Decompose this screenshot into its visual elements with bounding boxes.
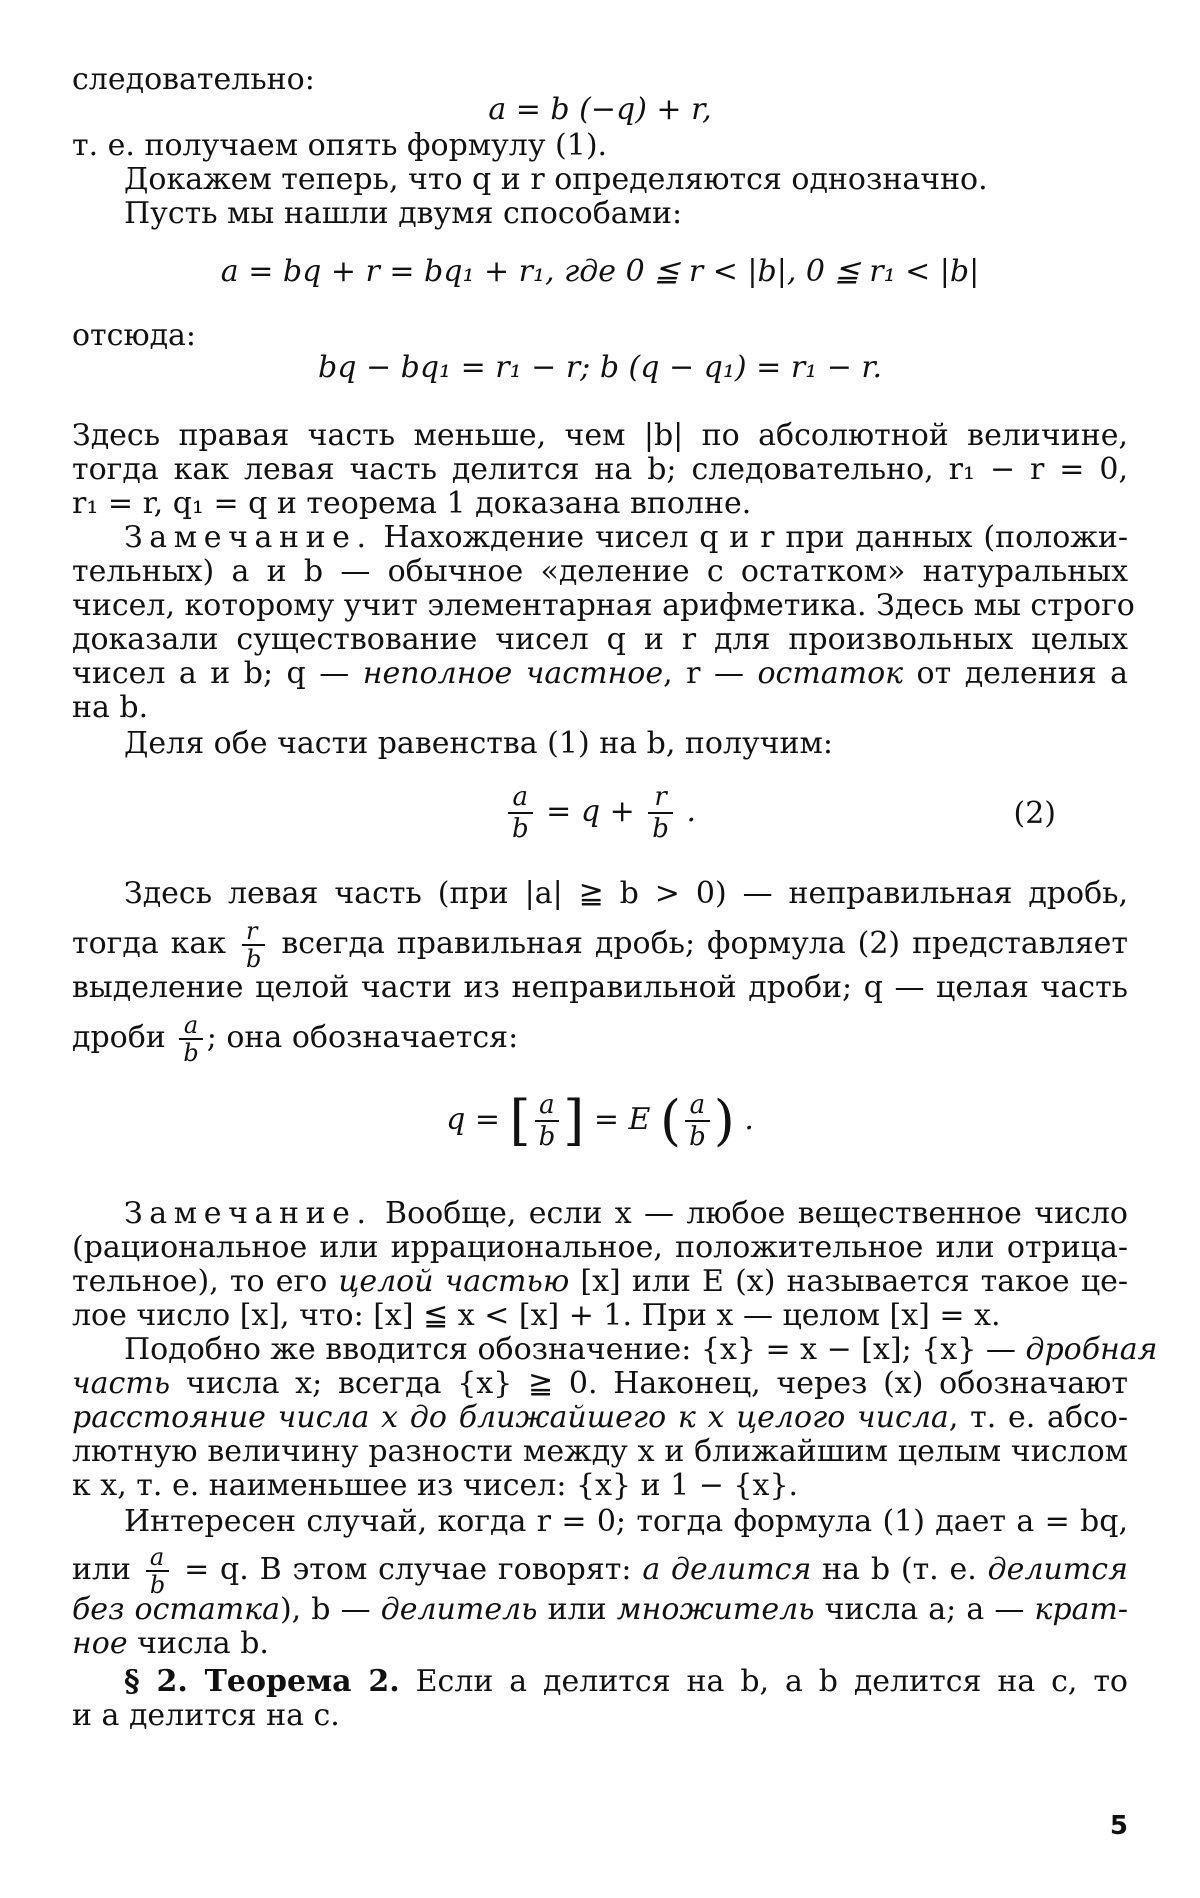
formula-text: . <box>734 1102 754 1137</box>
text-span: чисел a и b; q — <box>72 656 363 691</box>
text-line: Пусть мы нашли двумя способами: <box>124 196 683 231</box>
text-line <box>124 520 1128 556</box>
text-span: = q. В этом случае говорят: <box>173 1552 643 1587</box>
theorem-heading: § 2. Теорема 2. <box>124 1664 400 1699</box>
term-without-remainder: без остатка <box>72 1592 280 1627</box>
term-remainder: остаток <box>757 656 904 691</box>
numerator: a <box>508 782 533 814</box>
text-span: тельное), то его <box>72 1264 339 1299</box>
fraction <box>535 1090 560 1152</box>
formula-line: a = b (−q) + r, <box>488 92 712 127</box>
text-line: к x, т. е. наименьшее из чисел: {x} и 1 − {x}. <box>72 1468 799 1503</box>
denominator: b <box>149 1571 166 1599</box>
term-fractional: дробная <box>1025 1332 1158 1367</box>
term-factor: множитель <box>616 1592 815 1627</box>
text-line <box>72 1626 1128 1662</box>
text-line <box>72 1366 1128 1402</box>
text-span: всегда правильная дробь; формула (2) представляет <box>281 926 1128 961</box>
formula-text: q = <box>446 1102 510 1137</box>
text-span: числа b. <box>127 1626 269 1661</box>
fraction <box>685 1090 710 1152</box>
text-span: ), b — <box>279 1592 381 1627</box>
denominator: b <box>511 814 529 844</box>
denominator: b <box>652 814 669 844</box>
text-span: Подобно же вводится обозначение: {x} = x − [x]; {x} — <box>124 1332 1026 1367</box>
text-span: , r — <box>663 656 758 691</box>
bracket: [ <box>509 1089 531 1152</box>
bracket: ] <box>563 1089 585 1152</box>
text-line: доказали существование чисел q и r для произвольных целых <box>72 622 1128 657</box>
term-divisor: делитель <box>380 1592 538 1627</box>
formula-text: = q + <box>536 794 645 829</box>
fraction <box>508 782 533 844</box>
text-line: лютную величину разности между x и ближайшим целым числом <box>72 1434 1128 1469</box>
text-span: тогда как <box>72 926 227 961</box>
denominator: b <box>689 1122 706 1152</box>
formula-2 <box>72 782 1128 844</box>
text-line: следовательно: <box>72 62 315 97</box>
text-line: чисел, которому учит элементарная арифметика. Здесь мы строго <box>72 588 1135 623</box>
text-line <box>72 918 1128 972</box>
text-line: выделение целой части из неправильной дроби; q — целая часть <box>72 970 1128 1005</box>
denominator: b <box>183 1039 199 1067</box>
text-span: ; она обозначается: <box>206 1020 519 1055</box>
remark-label: Замечание. <box>124 1196 373 1231</box>
fraction <box>242 918 265 972</box>
numerator: a <box>535 1090 560 1122</box>
formula-line: bq − bq₁ = r₁ − r; b (q − q₁) = r₁ − r. <box>318 350 882 385</box>
text-line: Докажем теперь, что q и r определяются однозначно. <box>124 162 988 197</box>
term-incomplete-quotient: неполное частное <box>362 656 664 691</box>
formula-floor <box>72 1090 1128 1152</box>
text-line <box>72 1012 1128 1066</box>
numerator: r <box>648 782 673 814</box>
text-line: r₁ = r, q₁ = q и теорема 1 доказана вполне. <box>72 486 752 521</box>
text-line: Здесь правая часть меньше, чем |b| по абсолютной величине, <box>72 418 1128 453</box>
text-line: Здесь левая часть (при |a| ≧ b > 0) — неправильная дробь, <box>124 876 1128 911</box>
term-divisible: делится <box>987 1552 1128 1587</box>
text-span: от деления a <box>903 656 1129 691</box>
text-line: отсюда: <box>72 318 197 353</box>
formula-text: . <box>676 794 696 829</box>
text-line: тогда как левая часть делится на b; следовательно, r₁ − r = 0, <box>72 452 1128 487</box>
text-line: т. е. получаем опять формулу (1). <box>72 128 608 163</box>
text-line: Интересен случай, когда r = 0; тогда формула (1) дает a = bq, <box>124 1504 1128 1539</box>
text-line <box>72 656 1128 692</box>
denominator: b <box>246 945 262 973</box>
text-span: на b (т. е. <box>811 1552 988 1587</box>
text-span: числа a; a — <box>814 1592 1035 1627</box>
term-distance: расстояние числа x до ближайшего к x целого числа <box>72 1400 949 1435</box>
text-line: лое число [x], что: [x] ≦ x < [x] + 1. При x — целом [x] = x. <box>72 1298 1001 1333</box>
fraction <box>179 1012 202 1066</box>
text-line: (рациональное или иррациональное, положительное или отрица- <box>72 1230 1128 1265</box>
term-multiple: ное <box>72 1626 128 1661</box>
text-line <box>72 1264 1128 1300</box>
text-line <box>72 1592 1128 1628</box>
equation-number: (2) <box>1013 796 1056 831</box>
page-number: 5 <box>1109 1811 1128 1841</box>
fraction <box>648 782 673 844</box>
text-line <box>72 1544 1128 1598</box>
text-span: Нахождение чисел q и r при данных (положи- <box>372 520 1128 555</box>
formula-line: a = bq + r = bq₁ + r₁, где 0 ≦ r < |b|, 0 ≦ r₁ < |b| <box>220 254 980 289</box>
paren: ) <box>713 1089 735 1152</box>
text-line: и a делится на c. <box>72 1698 340 1733</box>
fraction <box>146 1544 169 1598</box>
numerator: a <box>146 1544 169 1572</box>
text-line: на b. <box>72 690 149 725</box>
formula-text: = E <box>584 1102 660 1137</box>
paren: ( <box>660 1089 682 1152</box>
text-line: Деля обе части равенства (1) на b, получим: <box>124 726 833 761</box>
remark-label: Замечание. <box>124 520 373 555</box>
term-part: часть <box>72 1366 171 1401</box>
text-span: или <box>72 1552 132 1587</box>
text-span: или <box>537 1592 617 1627</box>
text-span: дроби <box>72 1020 166 1055</box>
denominator: b <box>538 1122 556 1152</box>
text-span: , т. е. абсо- <box>948 1400 1128 1435</box>
term-integer-part: целой частью <box>338 1264 570 1299</box>
numerator: a <box>685 1090 710 1122</box>
text-line: тельных) a и b — обычное «деление с остатком» натуральных <box>72 554 1128 589</box>
text-span: Вообще, если x — любое вещественное число <box>372 1196 1128 1231</box>
numerator: r <box>242 918 265 946</box>
text-span: числа x; всегда {x} ≧ 0. Наконец, через (x) обозначают <box>170 1366 1128 1401</box>
term-divisible: a делится <box>642 1552 812 1587</box>
text-line <box>124 1196 1128 1232</box>
term-multiple: крат- <box>1034 1592 1128 1627</box>
text-line <box>72 1400 1128 1436</box>
text-span: [x] или E (x) называется такое це- <box>569 1264 1129 1299</box>
text-line <box>124 1332 1158 1368</box>
numerator: a <box>179 1012 202 1040</box>
text-span: Если a делится на b, а b делится на c, то <box>399 1664 1128 1699</box>
text-line <box>124 1664 1128 1700</box>
